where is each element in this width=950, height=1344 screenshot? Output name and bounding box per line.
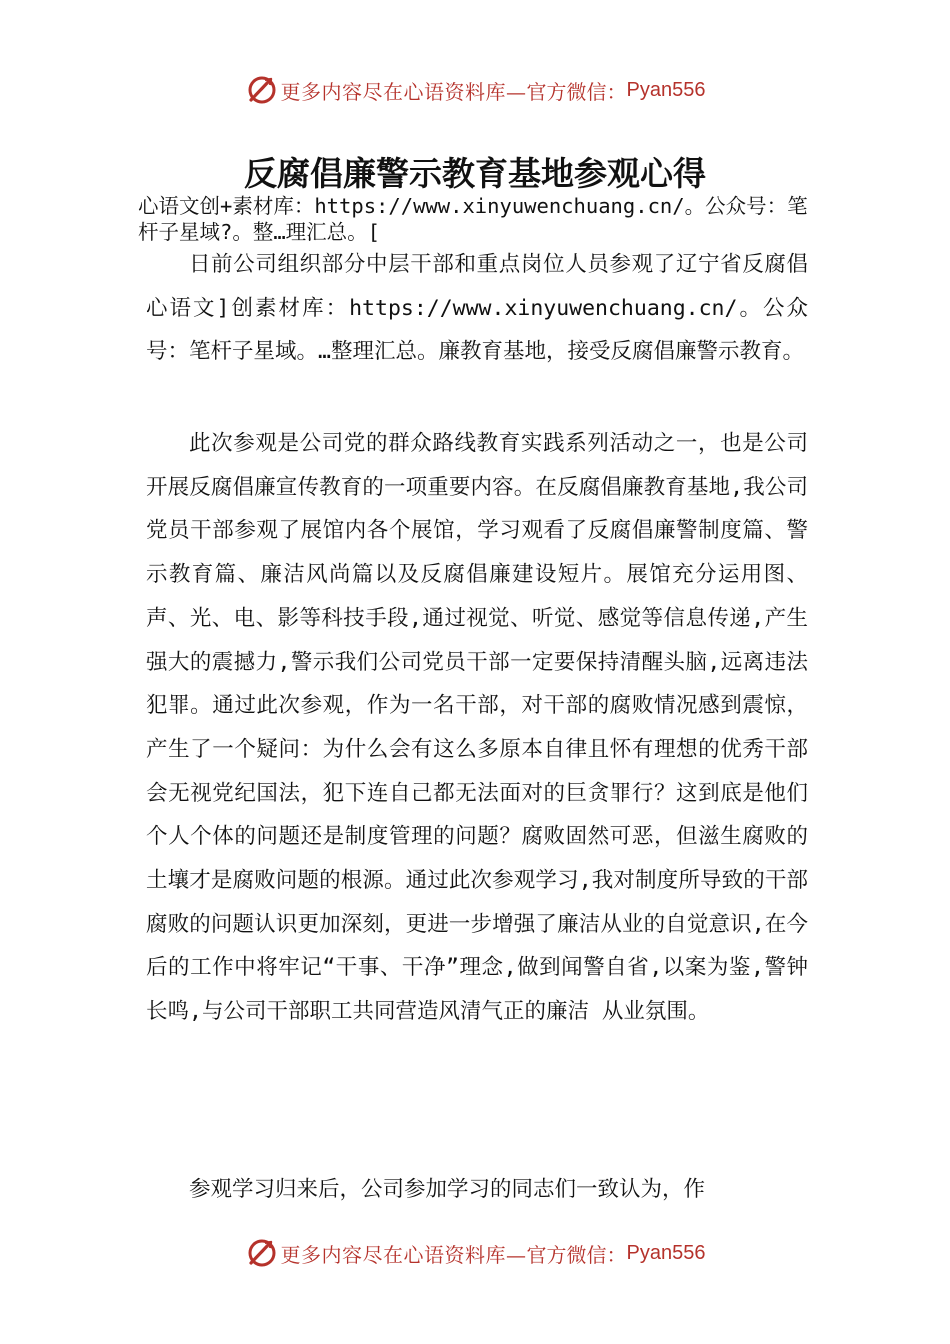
banner-text: 更多内容尽在心语资料库—: [280, 79, 527, 104]
footer-banner: [0, 1236, 950, 1270]
banner-text: 更多内容尽在心语资料库—: [280, 1242, 527, 1267]
source-line: 心语文创+素材库：https://www.xinyuwenchuang.cn/。公众号：笔杆子星域?。整…理汇总。[: [138, 194, 808, 244]
logo-icon: [245, 73, 279, 107]
banner-wechat-id: Pyan556: [626, 78, 706, 101]
logo-icon: [245, 1236, 279, 1270]
header-banner: [0, 73, 950, 107]
document-title: 反腐倡廉警示教育基地参观心得: [244, 154, 706, 193]
banner-wechat-id: Pyan556: [626, 1241, 706, 1264]
paragraph-1: 日前公司组织部分中层干部和重点岗位人员参观了辽宁省反腐倡心语文]创素材库：https://www.xinyuwenchuang.cn/。公众号：笔杆子星域。…整理汇总。廉教育基地，接受反腐倡廉警示教育。: [146, 252, 808, 364]
banner-contact-label: 官方微信：: [526, 79, 627, 104]
paragraph-2: 此次参观是公司党的群众路线教育实践系列活动之一，也是公司开展反腐倡廉宣传教育的一项重要内容。在反腐倡廉教育基地,我公司党员干部参观了展馆内各个展馆，学习观看了反腐倡廉警制度篇、警示教育篇、廉洁风尚篇以及反腐倡廉建设短片。展馆充分运用图、声、光、电、影等科技手段,通过视觉、听觉、感觉等信息传递,产生强大的震撼力,警示我们公司党员干部一定要保持清醒头脑,远离违法犯罪。通过此次参观，作为一名干部，对干部的腐败情况感到震惊，产生了一个疑问：为什么会有这么多原本自律且怀有理想的优秀干部会无视党纪国法，犯下连自己都无法面对的巨贪罪行？这到底是他们个人个体的问题还是制度管理的问题？腐败固然可恶，但滋生腐败的土壤才是腐败问题的根源。通过此次参观学习,我对制度所导致的干部腐败的问题认识更加深刻，更进一步增强了廉洁从业的自觉意识,在今 后的工作中将牢记“干事、干净”理念,做到闻警自省,以案为鉴,警钟长鸣,与公司干部职工共同营造风清气正的廉洁 从业氛围。: [146, 431, 808, 1025]
paragraph-3: 参观学习归来后，公司参加学习的同志们一致认为，作: [189, 1177, 706, 1202]
banner-contact-label: 官方微信：: [526, 1242, 627, 1267]
